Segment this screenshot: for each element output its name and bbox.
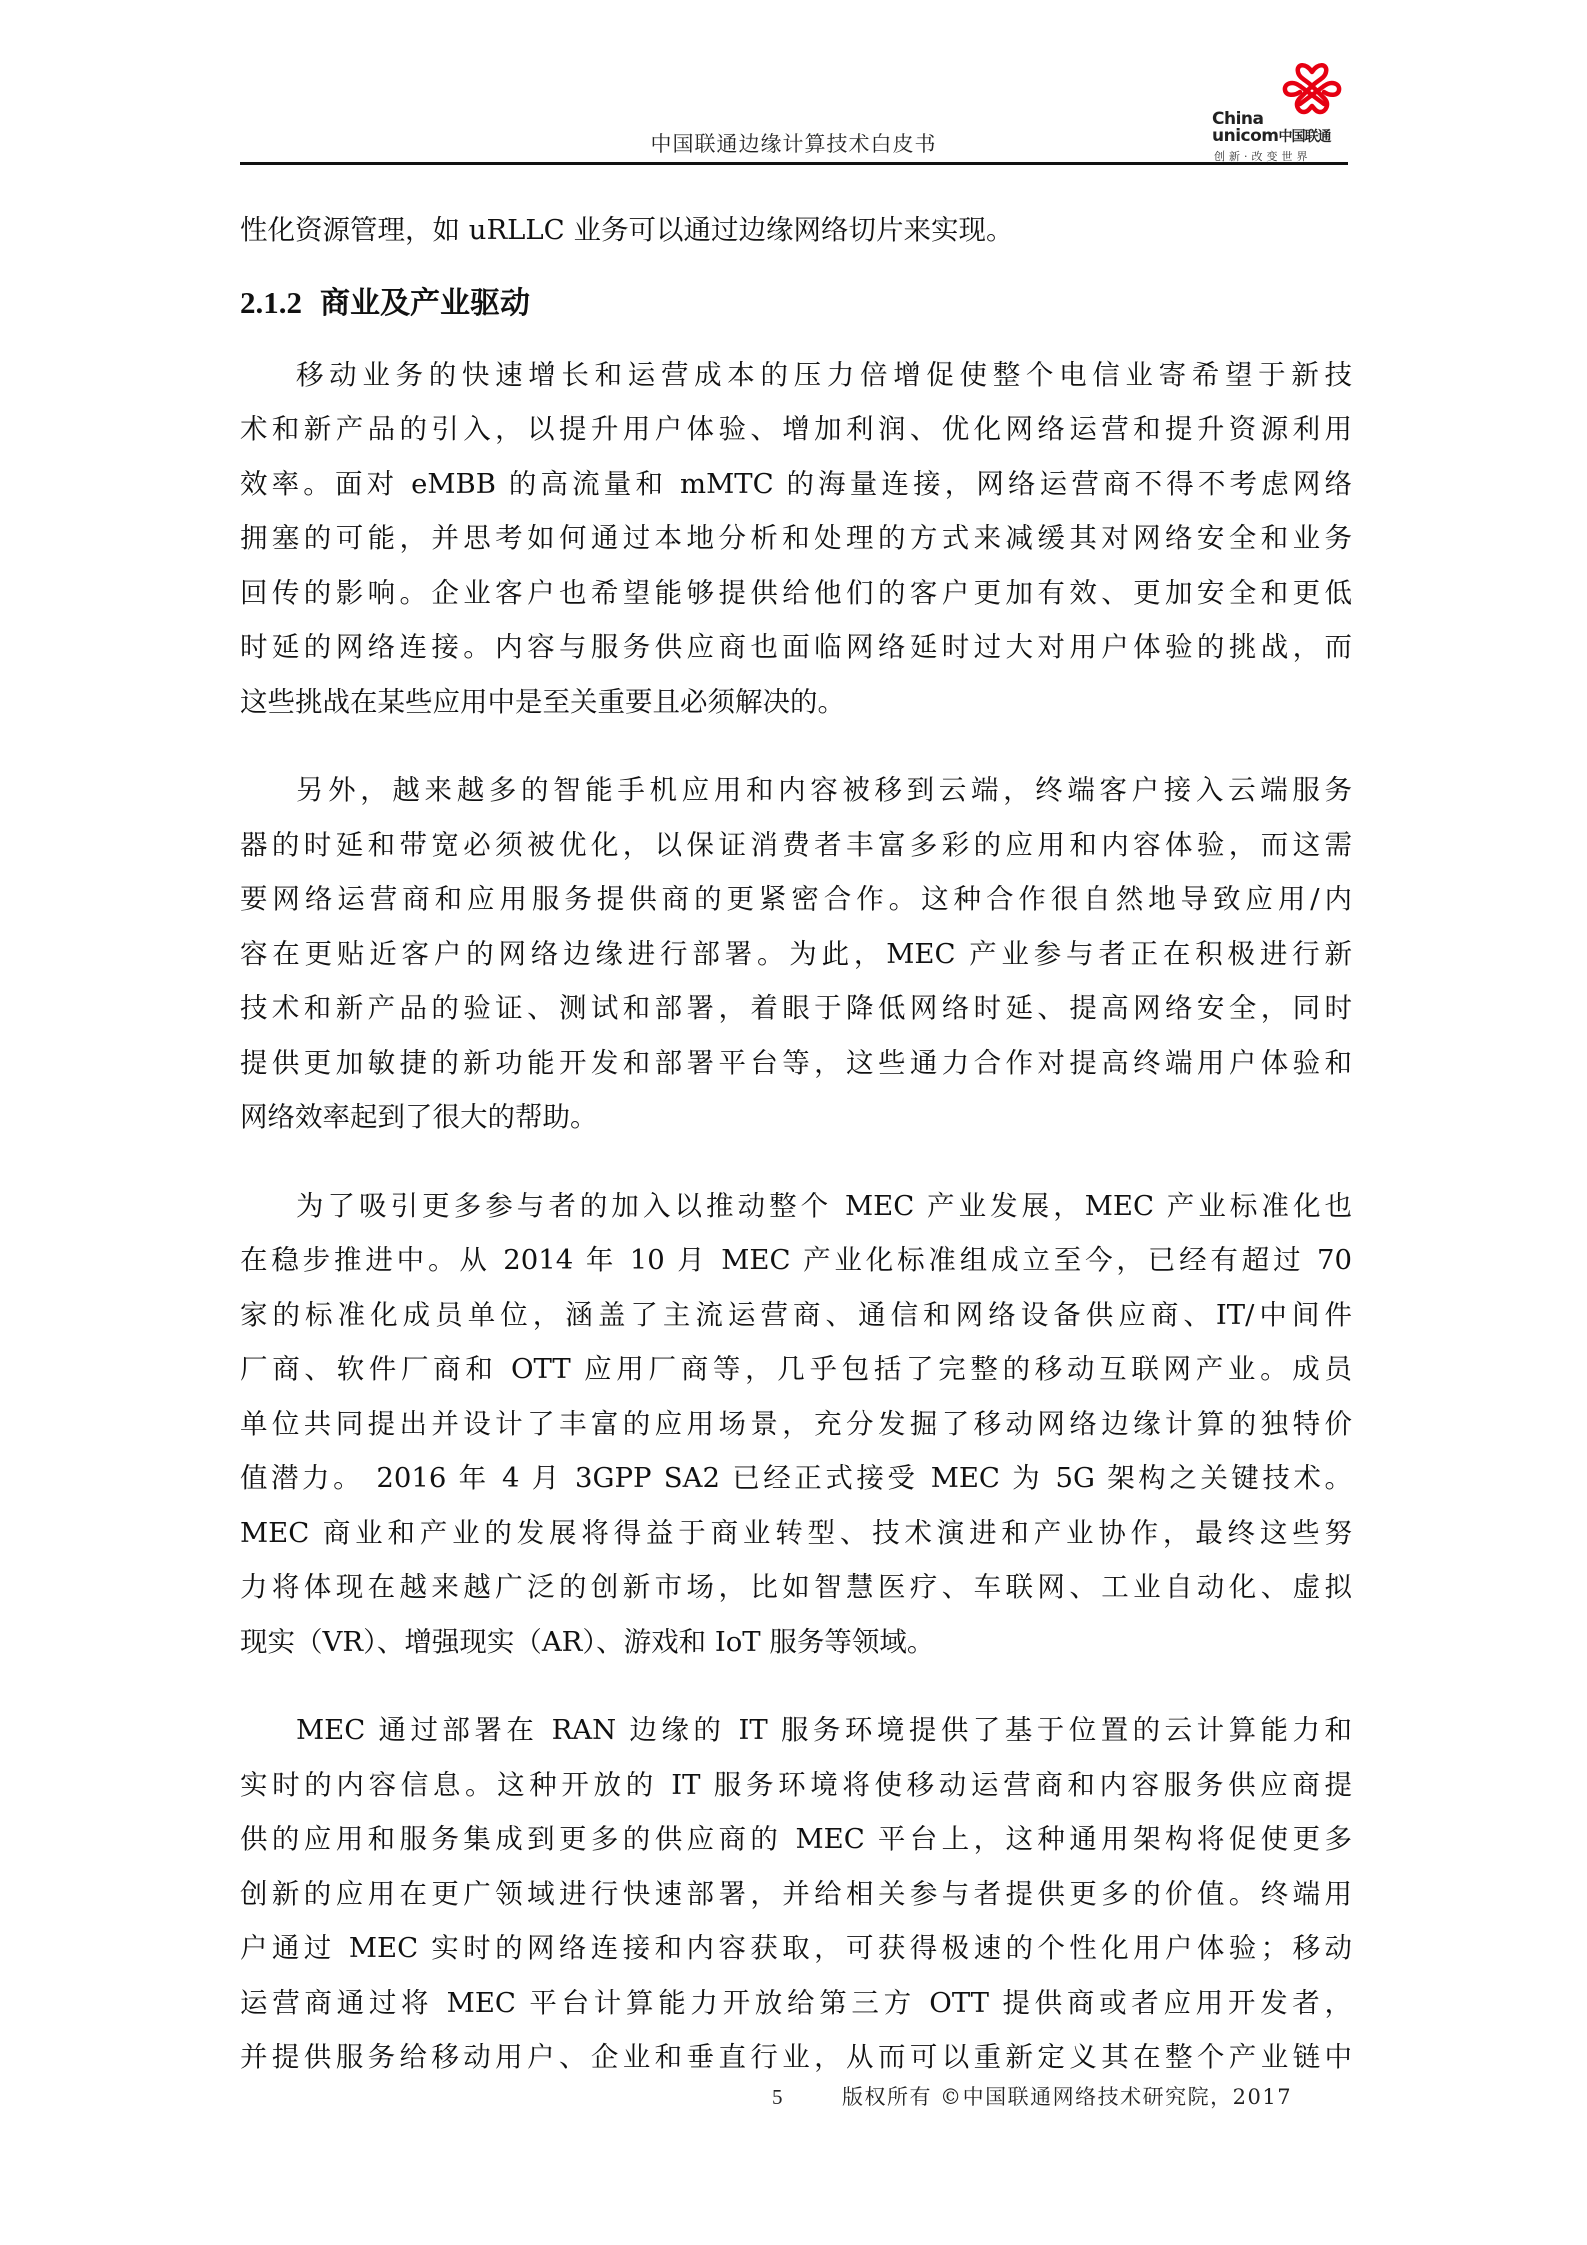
paragraph-line: 容在更贴近客户的网络边缘进行部署。为此，MEC 产业参与者正在积极进行新 (240, 937, 1352, 970)
paragraph-2 (240, 763, 1352, 1145)
paragraph-4 (240, 1703, 1352, 2085)
body-text (240, 203, 1352, 2085)
header-divider (240, 162, 1348, 165)
paragraph-line: 创新的应用在更广领域进行快速部署，并给相关参与者提供更多的价值。终端用 (240, 1877, 1352, 1910)
logo-slogan: 创新·改变世界 (1214, 150, 1312, 163)
logo-china-text: China (1212, 109, 1264, 129)
section-heading (240, 258, 1352, 348)
china-unicom-logo (1212, 60, 1362, 163)
paragraph-line: 并提供服务给移动用户、企业和垂直行业，从而可以重新定义其在整个产业链中 (240, 2041, 1352, 2073)
paragraph-line: 实时的内容信息。这种开放的 IT 服务环境将使移动运营商和内容服务供应商提 (240, 1768, 1352, 1801)
paragraph-line: 器的时延和带宽必须被优化，以保证消费者丰富多彩的应用和内容体验，而这需 (240, 828, 1352, 861)
running-header-title: 中国联通边缘计算技术白皮书 (650, 132, 937, 156)
paragraph-line: 值潜力。 2016 年 4 月 3GPP SA2 已经正式接受 MEC 为 5G 架构之关键技术。 (240, 1462, 1352, 1494)
paragraph-line: 回传的影响。企业客户也希望能够提供给他们的客户更加有效、更加安全和更低 (240, 576, 1352, 609)
paragraph-line: MEC 商业和产业的发展将得益于商业转型、技术演进和产业协作，最终这些努 (240, 1516, 1352, 1549)
paragraph-gap (240, 1145, 1352, 1179)
paragraph-line: 网络效率起到了很大的帮助。 (240, 1101, 598, 1133)
copyright-notice: 版权所有 ©中国联通网络技术研究院，2017 (842, 2085, 1293, 2109)
paragraph-line: 户通过 MEC 实时的网络连接和内容获取，可获得极速的个性化用户体验；移动 (240, 1932, 1352, 1964)
page-number: 5 (772, 2085, 783, 2109)
paragraph-line: 另外，越来越多的智能手机应用和内容被移到云端，终端客户接入云端服务 (296, 774, 1352, 806)
section-number: 2.1.2 (240, 284, 302, 320)
paragraph-gap (240, 729, 1352, 763)
paragraph-line: 效率。面对 eMBB 的高流量和 mMTC 的海量连接，网络运营商不得不考虑网络 (240, 467, 1352, 500)
paragraph-line: 力将体现在越来越广泛的创新市场，比如智慧医疗、车联网、工业自动化、虚拟 (240, 1571, 1352, 1603)
paragraph-line: 现实（VR）、增强现实（AR）、游戏和 IoT 服务等领域。 (240, 1625, 935, 1658)
paragraph-line: 技术和新产品的验证、测试和部署，着眼于降低网络时延、提高网络安全，同时 (240, 992, 1352, 1024)
continuation-line: 性化资源管理，如 uRLLC 业务可以通过边缘网络切片来实现。 (240, 214, 1014, 246)
paragraph-line: 为了吸引更多参与者的加入以推动整个 MEC 产业发展，MEC 产业标准化也 (296, 1189, 1352, 1222)
page-footer (772, 2081, 1292, 2111)
paragraph-line: 家的标准化成员单位，涵盖了主流运营商、通信和网络设备供应商、IT/中间件 (240, 1298, 1352, 1331)
logo-unicom-en: unicom (1212, 126, 1279, 146)
paragraph-line: 拥塞的可能，并思考如何通过本地分析和处理的方式来减缓其对网络安全和业务 (240, 522, 1352, 554)
chinese-knot-icon (1282, 60, 1342, 118)
paragraph-line: MEC 通过部署在 RAN 边缘的 IT 服务环境提供了基于位置的云计算能力和 (296, 1714, 1352, 1746)
paragraph-line: 单位共同提出并设计了丰富的应用场景，充分发掘了移动网络边缘计算的独特价 (240, 1407, 1352, 1440)
paragraph-line: 在稳步推进中。从 2014 年 10 月 MEC 产业化标准组成立至今，已经有超过 70 (240, 1244, 1352, 1276)
section-title: 商业及产业驱动 (320, 285, 530, 321)
paragraph-3 (240, 1179, 1352, 1670)
paragraph-line: 供的应用和服务集成到更多的供应商的 MEC 平台上，这种通用架构将促使更多 (240, 1823, 1352, 1855)
paragraph-1 (240, 348, 1352, 730)
paragraph-line: 提供更加敏捷的新功能开发和部署平台等，这些通力合作对提高终端用户体验和 (240, 1046, 1352, 1079)
paragraph-line: 术和新产品的引入，以提升用户体验、增加利润、优化网络运营和提升资源利用 (240, 413, 1352, 445)
logo-unicom-cn: 中国联通 (1278, 129, 1331, 145)
paragraph-line: 这些挑战在某些应用中是至关重要且必须解决的。 (240, 685, 845, 718)
paragraph-line: 要网络运营商和应用服务提供商的更紧密合作。这种合作很自然地导致应用/内 (240, 883, 1352, 915)
paragraph-line: 厂商、软件厂商和 OTT 应用厂商等，几乎包括了完整的移动互联网产业。成员 (240, 1353, 1352, 1385)
paragraph-line: 时延的网络连接。内容与服务供应商也面临网络延时过大对用户体验的挑战，而 (240, 631, 1352, 663)
paragraph-line: 运营商通过将 MEC 平台计算能力开放给第三方 OTT 提供商或者应用开发者， (240, 1986, 1352, 2019)
paragraph-line: 移动业务的快速增长和运营成本的压力倍增促使整个电信业寄希望于新技 (296, 358, 1352, 391)
paragraph-gap (240, 1669, 1352, 1703)
logo-unicom-text (1212, 126, 1331, 147)
